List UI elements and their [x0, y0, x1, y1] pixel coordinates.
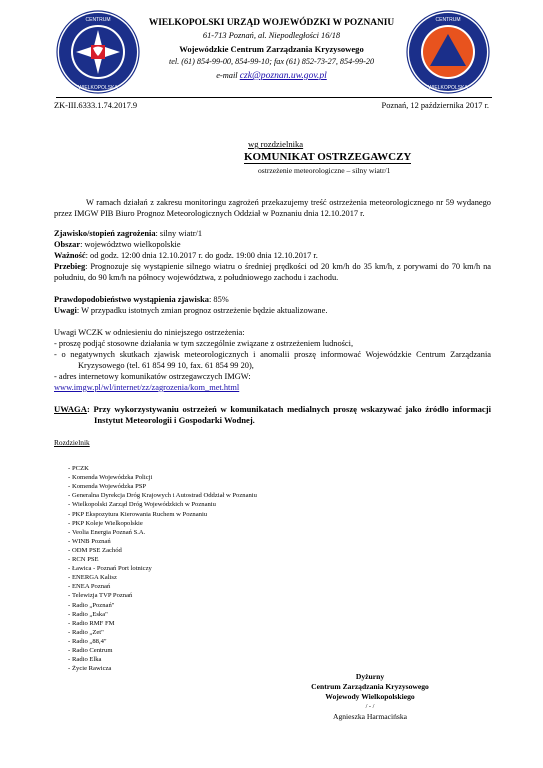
distribution-list-item	[68, 629, 104, 638]
signature-role: Dyżurny	[355, 672, 385, 681]
list-bullet: -	[68, 647, 71, 654]
office-name: WIELKOPOLSKI URZĄD WOJEWÓDZKI W POZNANIU	[148, 18, 395, 28]
validity-label: Ważność	[54, 251, 86, 260]
distribution-list-item	[68, 565, 152, 574]
list-bullet: -	[68, 483, 71, 491]
list-bullet: -	[68, 474, 71, 482]
list-bullet: -	[68, 665, 71, 673]
list-bullet: -	[68, 465, 71, 472]
contact-email-line	[0, 70, 543, 81]
list-bullet: -	[68, 574, 71, 582]
imgw-warnings-link[interactable]: www.imgw.pl/wl/internet/zz/zagrozenia/kom_met.html	[54, 383, 240, 392]
list-bullet: -	[68, 519, 71, 527]
probability-label: Prawdopodobieństwo wystąpienia zjawiska	[54, 295, 209, 304]
distribution-list-item	[68, 520, 143, 529]
distribution-item-label: Telewizja TVP Poznań	[72, 592, 133, 600]
signature-name: Agnieszka Harmacińska	[332, 712, 407, 721]
svg-text:WIELKOPOLSKA: WIELKOPOLSKA	[78, 85, 118, 91]
svg-text:CENTRUM: CENTRUM	[435, 17, 461, 23]
distribution-list-item	[68, 592, 132, 601]
list-bullet: -	[68, 610, 71, 618]
remarks-line	[54, 305, 491, 316]
distribution-item-label: ODM PSE Zachód	[72, 546, 122, 554]
distribution-item-label: Radio Elka	[72, 656, 102, 664]
wczk-item-2	[54, 349, 491, 371]
list-bullet: -	[68, 492, 71, 500]
distribution-item-label: Veolia Energia Poznań S.A.	[72, 528, 146, 536]
distribution-item-label: Wielkopolski Zarząd Dróg Wojewódzkich w Poznaniu	[72, 501, 216, 509]
distribution-list-item	[68, 465, 89, 474]
list-bullet: -	[68, 656, 71, 664]
remarks-label: Uwagi	[54, 306, 77, 315]
distribution-list-item	[68, 501, 216, 510]
remarks-value: : W przypadku istotnych zmian prognoz ostrzeżenie będzie aktualizowane.	[76, 306, 328, 315]
distribution-note: wg rozdzielnika	[248, 139, 304, 149]
distribution-list-item	[68, 574, 117, 583]
svg-text:CENTRUM: CENTRUM	[85, 17, 111, 23]
list-bullet: -	[68, 501, 71, 509]
distribution-list-item	[68, 529, 145, 538]
distribution-list-item	[68, 583, 110, 592]
distribution-list-item	[68, 556, 99, 565]
list-bullet: -	[68, 537, 71, 545]
notice-text: : Przy wykorzystywaniu ostrzeżeń w komunikatach medialnych proszę wskazywać jako źródło informacji Instytut Meteorologii i Gospodarki Wodnej.	[86, 404, 491, 425]
document-subtitle: ostrzeżenie meteorologiczne – silny wiatr/1	[258, 166, 391, 175]
contact-phones: tel. (61) 854-99-00, 854-99-10; fax (61) 852-73-27, 854-99-20	[168, 57, 375, 66]
signature-mark: / - /	[365, 703, 375, 710]
document-title: KOMUNIKAT OSTRZEGAWCZY	[244, 151, 412, 163]
wczk-item-1: - proszę podjąć stosowne działania w tym szczególnie związane z ostrzeżeniem ludności,	[54, 339, 354, 348]
distribution-item-label: ENERGA Kalisz	[72, 574, 117, 582]
distribution-item-label: Życie Rawicza	[72, 665, 112, 673]
list-bullet: -	[68, 628, 71, 636]
distribution-list-item	[68, 647, 112, 656]
distribution-item-label: PKP Koleje Wielkopolskie	[72, 519, 143, 527]
media-notice	[54, 404, 491, 426]
distribution-list-item	[68, 511, 207, 520]
list-bullet: -	[68, 546, 71, 554]
area-line	[54, 239, 491, 250]
distribution-list-item	[68, 547, 122, 556]
email-link[interactable]: czk@poznan.uw.gov.pl	[239, 70, 327, 81]
reference-number: ZK-III.6333.1.74.2017.9	[54, 101, 138, 110]
area-label: Obszar	[54, 240, 81, 249]
list-bullet: -	[68, 528, 71, 536]
probability-value: : 85%	[208, 295, 229, 304]
probability-line	[54, 294, 491, 305]
distribution-list-item	[68, 611, 108, 620]
wczk-item-2-text: - o negatywnych skutkach zjawisk meteorologicznych i anomalii proszę informować Wojewódzkie Centrum Zarządzania Kryzysowego (tel. 61 854 99 10, fax. 61 854 99 20),	[54, 350, 491, 370]
list-bullet: -	[68, 510, 71, 518]
email-label: e-mail	[216, 71, 238, 80]
wczk-heading: Uwagi WCZK w odniesieniu do niniejszego ostrzeżenia:	[54, 328, 245, 337]
distribution-list-item	[68, 656, 101, 665]
distribution-list-item	[68, 620, 115, 629]
list-bullet: -	[68, 556, 71, 563]
list-bullet: -	[68, 619, 71, 627]
distribution-item-label: Generalna Dyrekcja Dróg Krajowych i Autostrad Oddział w Poznaniu	[72, 492, 257, 500]
course-label: Przebieg	[54, 262, 86, 271]
course-line	[54, 261, 491, 283]
intro-text: W ramach działań z zakresu monitoringu zagrożeń przekazujemy treść ostrzeżenia meteorologicznego nr 59 wydanego przez IMGW PIB Biuro Prognoz Meteorologicznych Oddział w Poznaniu dnia 12.10.2017 r.	[54, 198, 491, 218]
intro-paragraph	[54, 197, 491, 219]
distribution-list-item	[68, 492, 257, 501]
svg-text:WIELKOPOLSKA: WIELKOPOLSKA	[428, 85, 468, 91]
threat-line	[54, 228, 491, 239]
signature-centre: Centrum Zarządzania Kryzysowego	[311, 682, 429, 691]
distribution-item-label: WINB Poznań	[72, 537, 111, 545]
header-divider	[56, 97, 492, 98]
distribution-list-item	[68, 602, 114, 611]
threat-value: : silny wiatr/1	[155, 229, 203, 238]
distribution-item-label: Radio „Eska"	[72, 610, 108, 618]
distribution-item-label: Radio „Zet"	[72, 628, 104, 636]
place-date: Poznań, 12 października 2017 r.	[381, 101, 489, 110]
distribution-item-label: PCZK	[72, 465, 89, 472]
validity-line	[54, 250, 491, 261]
distribution-item-label: Ławica - Poznań Port lotniczy	[72, 565, 152, 573]
distribution-item-label: Komenda Wojewódzka PSP	[72, 483, 147, 491]
distribution-item-label: Komenda Wojewódzka Policji	[72, 474, 153, 482]
signature-office: Wojewody Wielkopolskiego	[325, 692, 415, 701]
distribution-list-item	[68, 638, 107, 647]
notice-label: UWAGA	[54, 404, 87, 414]
threat-label: Zjawisko/stopień zagrożenia	[54, 229, 156, 238]
distribution-item-label: Radio „88,4"	[72, 637, 107, 645]
list-bullet: -	[68, 565, 71, 573]
distribution-list-item	[68, 483, 146, 492]
distribution-list-item	[68, 665, 111, 674]
distribution-list-item	[68, 474, 152, 483]
distribution-heading: Rozdzielnik	[54, 438, 90, 447]
list-bullet: -	[68, 637, 71, 645]
centre-name: Wojewódzkie Centrum Zarządzania Kryzysowego	[179, 44, 364, 54]
distribution-list-item	[68, 538, 111, 547]
distribution-item-label: PKP Ekspozytura Kierowania Ruchem w Poznaniu	[72, 510, 208, 518]
course-value: : Prognozuje się wystąpienie silnego wiatru o średniej prędkości od 20 km/h do 35 km/h, z porywami do 70 km/h na południu, do 90 km/h na północy województwa, z południowego zachodu i zachodu.	[54, 262, 491, 282]
distribution-item-label: Radio „Poznań"	[72, 601, 115, 609]
validity-value: : od godz. 12:00 dnia 12.10.2017 r. do godz. 19:00 dnia 12.10.2017 r.	[85, 251, 318, 260]
office-address: 61-713 Poznań, al. Niepodległości 16/18	[202, 31, 341, 40]
distribution-item-label: RCN PSE	[72, 556, 99, 563]
wczk-item-3: - adres internetowy komunikatów ostrzegawczych IMGW:	[54, 372, 251, 381]
distribution-item-label: Radio Centrum	[72, 647, 113, 654]
distribution-item-label: Radio RMF FM	[72, 619, 115, 627]
list-bullet: -	[68, 592, 71, 600]
distribution-item-label: ENEA Poznań	[72, 583, 111, 591]
list-bullet: -	[68, 601, 71, 609]
area-value: : województwo wielkopolskie	[80, 240, 181, 249]
list-bullet: -	[68, 583, 71, 591]
